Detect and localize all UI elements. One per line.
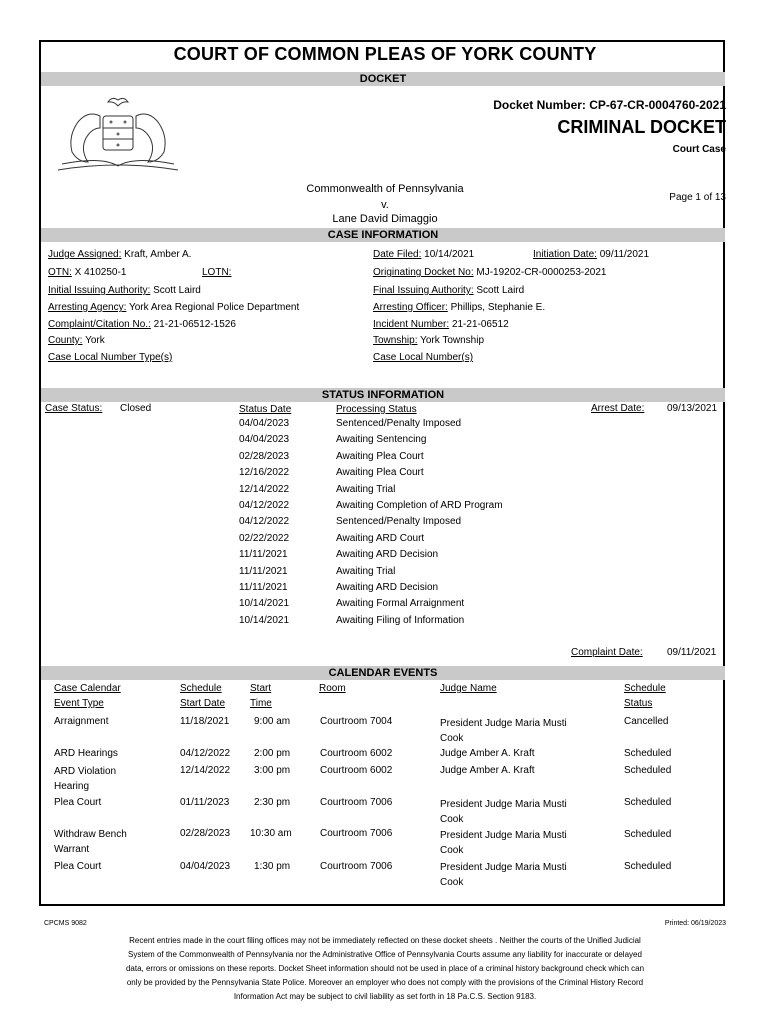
judge-assigned (48, 249, 191, 261)
room: Courtroom 7006 (320, 861, 393, 872)
initiation-date-label: Initiation Date: (533, 249, 597, 260)
header-room: Room (319, 683, 346, 694)
header-time: Time (250, 698, 272, 709)
arresting-agency-value: York Area Regional Police Department (128, 302, 300, 313)
processing-status: Awaiting Plea Court (336, 467, 424, 479)
originating-docket-label: Originating Docket No: (373, 267, 474, 278)
complaint-citation-value: 21-21-06512-1526 (153, 319, 236, 330)
case-status-label: Case Status: (45, 403, 103, 414)
otn-value: X 410250-1 (74, 267, 127, 278)
status-date: 12/14/2022 (239, 483, 290, 495)
initial-issuing-authority-label: Initial Issuing Authority: (48, 285, 151, 296)
judge-name: Judge Amber A. Kraft (440, 765, 535, 776)
incident-number (373, 319, 509, 331)
event-type: ARD Hearings (54, 748, 118, 759)
judge-name: President Judge Maria Musti (440, 862, 567, 873)
pennsylvania-seal-icon (48, 94, 188, 174)
processing-status: Awaiting ARD Court (336, 532, 425, 544)
date-filed-label: Date Filed: (373, 249, 422, 260)
arrest-date-label: Arrest Date: (591, 403, 645, 414)
judge-assigned-label: Judge Assigned: (48, 249, 122, 260)
start-date: 04/04/2023 (180, 861, 231, 872)
schedule-status: Scheduled (624, 829, 672, 840)
processing-status: Sentenced/Penalty Imposed (336, 418, 462, 429)
start-time: 10:30 am (250, 828, 292, 839)
processing-status: Awaiting ARD Decision (336, 549, 439, 561)
date-filed-value: 10/14/2021 (424, 249, 475, 260)
disclaimer-line: Information Act may be subject to civil liability as set forth in 18 Pa.C.S. Section 9183. (233, 992, 537, 1001)
judge-name: Judge Amber A. Kraft (440, 748, 535, 759)
court-title: COURT OF COMMON PLEAS OF YORK COUNTY (173, 44, 597, 64)
processing-status: Awaiting ARD Decision (336, 582, 439, 594)
status-date: 04/12/2022 (239, 500, 290, 512)
case-kind: Court Case (672, 144, 726, 155)
disclaimer-line: data, errors or omissions on these reports. Docket Sheet information should not be used in place of a criminal history background check which can (125, 964, 645, 973)
start-date: 11/18/2021 (180, 716, 230, 727)
start-time: 2:00 pm (254, 748, 291, 759)
status-date-header: Status Date (239, 404, 292, 415)
docket-bar: DOCKET (41, 72, 725, 86)
judge-assigned-value: Kraft, Amber A. (124, 249, 192, 260)
initial-issuing-authority-value: Scott Laird (153, 285, 201, 296)
county-value: York (85, 335, 105, 346)
processing-status: Awaiting Filing of Information (336, 614, 465, 626)
case-status-value: Closed (120, 403, 152, 414)
complaint-citation-label: Complaint/Citation No.: (48, 319, 151, 330)
incident-number-label: Incident Number: (373, 319, 450, 330)
status-date: 10/14/2021 (239, 598, 290, 610)
schedule-status: Scheduled (624, 765, 672, 776)
schedule-status: Cancelled (624, 716, 669, 727)
arresting-agency-label: Arresting Agency: (48, 302, 127, 313)
caption-plaintiff: Commonwealth of Pennsylvania (306, 183, 464, 195)
arresting-agency (48, 302, 299, 314)
event-type: Withdraw Bench (54, 829, 127, 840)
status-date-column (239, 416, 289, 629)
header-schedule-status-2: Status (624, 698, 653, 709)
header-schedule: Schedule (180, 683, 222, 694)
event-type: Arraignment (54, 716, 109, 727)
caption-versus: v. (381, 199, 389, 211)
printed-date: Printed: 06/19/2023 (664, 920, 726, 927)
originating-docket-value: MJ-19202-CR-0000253-2021 (476, 267, 607, 278)
start-time: 1:30 pm (254, 861, 291, 872)
final-issuing-authority-value: Scott Laird (476, 285, 525, 296)
processing-status: Awaiting Formal Arraignment (336, 598, 465, 610)
page-number: Page 1 of 13 (669, 192, 726, 203)
disclaimer-line: Recent entries made in the court filing offices may not be immediately reflected on these docket sheets . Neither the courts of the Unified Judicial (129, 936, 641, 945)
start-date: 04/12/2022 (180, 748, 231, 759)
event-type: Plea Court (54, 797, 102, 808)
header-start-date: Start Date (180, 698, 226, 709)
processing-status: Sentenced/Penalty Imposed (336, 516, 462, 528)
start-date: 02/28/2023 (180, 828, 231, 839)
otn-label: OTN: (48, 267, 72, 278)
case-local-number-type-label: Case Local Number Type(s) (48, 352, 173, 363)
initiation-date (533, 249, 649, 261)
status-date: 02/22/2022 (239, 532, 290, 544)
township-label: Township: (373, 335, 418, 346)
arresting-officer (373, 302, 545, 314)
case-local-numbers-label: Case Local Number(s) (373, 352, 474, 363)
room: Courtroom 7006 (320, 797, 393, 808)
start-date: 12/14/2022 (180, 765, 231, 776)
county-label: County: (48, 335, 83, 346)
event-type-cont: Hearing (54, 781, 90, 792)
arresting-officer-value: Phillips, Stephanie E. (450, 302, 546, 313)
judge-name-cont: Cook (440, 814, 464, 825)
header-case-calendar: Case Calendar (54, 683, 121, 694)
room: Courtroom 7006 (320, 828, 393, 839)
form-id: CPCMS 9082 (44, 920, 87, 927)
incident-number-value: 21-21-06512 (451, 319, 509, 330)
room: Courtroom 7004 (320, 716, 393, 727)
event-type: Plea Court (54, 861, 102, 872)
start-time: 9:00 am (254, 716, 291, 727)
start-date: 01/11/2023 (180, 797, 230, 808)
schedule-status: Scheduled (624, 797, 672, 808)
status-information-bar: STATUS INFORMATION (41, 388, 725, 402)
case-information-bar: CASE INFORMATION (41, 228, 725, 242)
header-schedule-status-1: Schedule (624, 683, 666, 694)
complaint-date-label: Complaint Date: (571, 647, 643, 658)
lotn-label: LOTN: (202, 267, 232, 278)
disclaimer (80, 934, 690, 1004)
header-event-type: Event Type (54, 698, 104, 709)
start-time: 2:30 pm (254, 797, 291, 808)
processing-status: Awaiting Trial (336, 565, 396, 577)
schedule-status: Scheduled (624, 748, 672, 759)
status-date: 04/04/2023 (239, 418, 290, 429)
judge-name-cont: Cook (440, 877, 464, 888)
final-issuing-authority-label: Final Issuing Authority: (373, 285, 474, 296)
status-date: 11/11/2021 (239, 549, 288, 561)
calendar-events-bar: CALENDAR EVENTS (41, 666, 725, 680)
judge-name-cont: Cook (440, 845, 464, 856)
header-judge-name: Judge Name (440, 683, 497, 694)
docket-number: Docket Number: CP-67-CR-0004760-2021 (493, 98, 726, 112)
initiation-date-value: 09/11/2021 (599, 249, 650, 260)
processing-status-header: Processing Status (336, 404, 417, 415)
processing-status: Awaiting Trial (336, 483, 396, 495)
judge-name: President Judge Maria Musti (440, 799, 567, 810)
originating-docket (373, 267, 606, 279)
complaint-date-value: 09/11/2021 (667, 647, 717, 658)
disclaimer-line: System of the Commonwealth of Pennsylvania nor the Administrative Office of Pennsylvania Courts assume any liability for inaccurate or delayed (128, 950, 642, 959)
judge-name: President Judge Maria Musti (440, 830, 567, 841)
township (373, 335, 484, 347)
event-type-cont: Warrant (54, 844, 90, 855)
processing-status: Awaiting Plea Court (336, 450, 424, 462)
status-date: 02/28/2023 (239, 450, 290, 462)
start-time: 3:00 pm (254, 765, 291, 776)
status-date: 10/14/2021 (239, 614, 290, 626)
caption-defendant: Lane David Dimaggio (332, 213, 438, 225)
initial-issuing-authority (48, 285, 201, 297)
processing-status-column (336, 416, 503, 629)
judge-name-cont: Cook (440, 733, 464, 744)
event-type: ARD Violation (54, 766, 117, 777)
status-date: 11/11/2021 (239, 565, 288, 577)
complaint-citation-number (48, 319, 236, 331)
arresting-officer-label: Arresting Officer: (373, 302, 448, 313)
arrest-date-value: 09/13/2021 (667, 403, 718, 414)
criminal-docket-title: CRIMINAL DOCKET (557, 117, 726, 137)
room: Courtroom 6002 (320, 765, 393, 776)
county (48, 335, 105, 347)
status-date: 04/04/2023 (239, 434, 290, 446)
township-value: York Township (420, 335, 485, 346)
status-date: 04/12/2022 (239, 516, 290, 528)
date-filed (373, 249, 474, 261)
judge-name: President Judge Maria Musti (440, 718, 567, 729)
header-start: Start (250, 683, 272, 694)
status-date: 11/11/2021 (239, 582, 288, 594)
room: Courtroom 6002 (320, 748, 393, 759)
status-date: 12/16/2022 (239, 467, 290, 479)
schedule-status: Scheduled (624, 861, 672, 872)
disclaimer-line: only be provided by the Pennsylvania State Police. Moreover an employer who does not comply with the provisions of the Criminal History Record (126, 978, 644, 987)
otn (48, 267, 126, 279)
final-issuing-authority (373, 285, 524, 297)
processing-status: Awaiting Completion of ARD Program (336, 500, 503, 512)
processing-status: Awaiting Sentencing (336, 434, 427, 446)
